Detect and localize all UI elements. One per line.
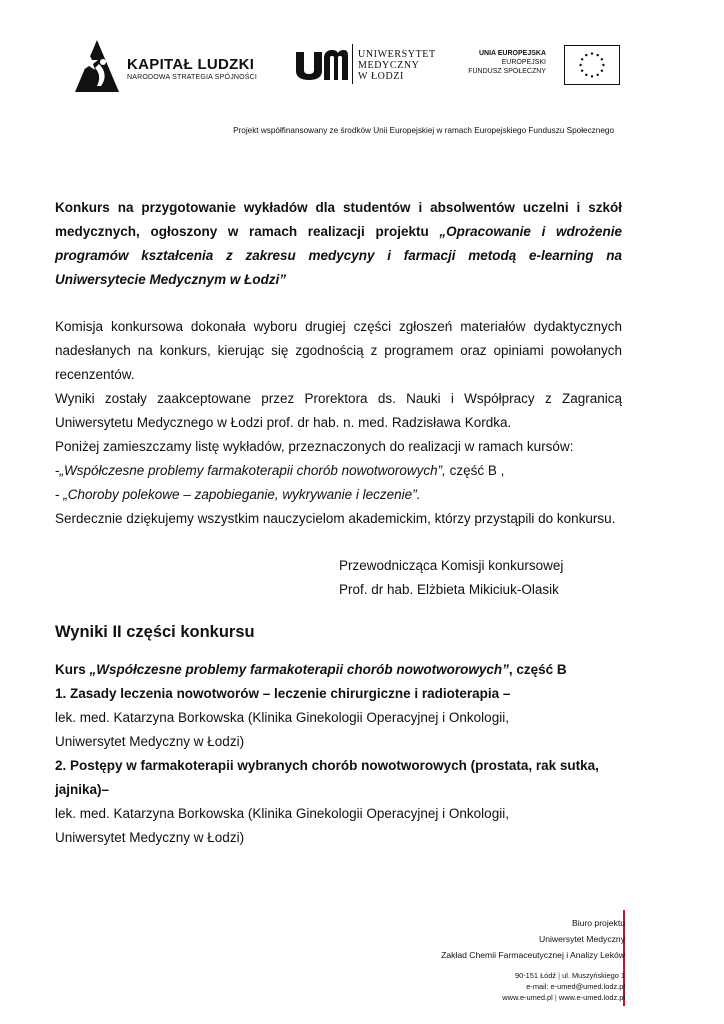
university-logo-line2: MEDYCZNY bbox=[358, 60, 420, 71]
eu-flag-icon bbox=[564, 45, 620, 85]
announcement-project-title: „Opracowanie i wdrożenie programów kształcenia z zakresu medycyny i farmacji metodą e-learning na Uniwersytecie Medycznym w Łodzi” bbox=[55, 224, 623, 287]
result-item-2-affiliation: Uniwersytet Medyczny w Łodzi) bbox=[55, 830, 245, 845]
footer-email: e-mail: e-umed@umed.lodz.pl bbox=[526, 982, 625, 991]
eu-logo-text bbox=[468, 49, 546, 76]
result-item-2-title: 2. Postępy w farmakoterapii wybranych chorób nowotworowych (prostata, rak sutka, jajnika)– bbox=[55, 758, 599, 797]
footer-department: Zakład Chemii Farmaceutycznej i Analizy Leków bbox=[441, 950, 625, 960]
footer-postal-code: 90-151 Łódź bbox=[515, 971, 557, 980]
signature-name: Prof. dr hab. Elżbieta Mikiciuk-Olasik bbox=[339, 582, 559, 597]
footer-address-block bbox=[441, 915, 625, 1003]
footer-office: Biuro projektu bbox=[571, 918, 625, 928]
course-list-title-2: „Choroby polekowe – zapobieganie, wykrywanie i leczenie”. bbox=[63, 487, 421, 502]
course-list-suffix-1: część B , bbox=[445, 463, 505, 478]
footer-street: ul. Muszyńskiego 1 bbox=[562, 971, 625, 980]
eu-logo bbox=[460, 45, 620, 87]
result-item-1-title: 1. Zasady leczenia nowotworów – leczenie chirurgiczne i radioterapia – bbox=[55, 686, 511, 701]
course-list-dash: - bbox=[55, 463, 60, 478]
footer-websites bbox=[441, 992, 625, 1003]
eu-logo-line1: UNIA EUROPEJSKA bbox=[478, 50, 546, 57]
kapital-ludzki-logo bbox=[75, 40, 265, 92]
university-logo-line1: UNIWERSYTET bbox=[358, 49, 436, 60]
course-list-dash: - bbox=[55, 487, 64, 502]
announcement-paragraph-3: Poniżej zamieszczamy listę wykładów, przeznaczonych do realizacji w ramach kursów: bbox=[55, 439, 574, 454]
announcement-paragraph-1: Komisja konkursowa dokonała wyboru drugiej części zgłoszeń materiałów dydaktycznych nadesłanych na konkurs, kierując się zgodnością z programem oraz opiniami powołanych recenzentów. bbox=[55, 319, 622, 382]
kapital-ludzki-figure-icon bbox=[75, 40, 119, 92]
university-logo bbox=[296, 44, 446, 88]
result-item-1-author: lek. med. Katarzyna Borkowska (Klinika Ginekologii Operacyjnej i Onkologii, bbox=[55, 710, 509, 725]
footer-separator: | bbox=[554, 993, 557, 1002]
announcement-heading bbox=[55, 196, 622, 292]
course-list-title-1: „Współczesne problemy farmakoterapii chorób nowotworowych”, bbox=[59, 463, 446, 478]
footer-university: Uniwersytet Medyczny bbox=[539, 934, 625, 944]
footer-separator: | bbox=[558, 971, 561, 980]
announcement-heading-text: Konkurs na przygotowanie wykładów dla studentów i absolwentów uczelni i szkół medycznych, ogłoszony w ramach realizacji projektu bbox=[55, 200, 622, 239]
cofinance-note: Projekt współfinansowany ze środków Unii Europejskiej w ramach Europejskiego Funduszu Społecznego bbox=[233, 126, 614, 135]
eu-logo-line3: FUNDUSZ SPOŁECZNY bbox=[468, 68, 546, 75]
course-list-item-1 bbox=[55, 459, 622, 483]
result-item-2-author: lek. med. Katarzyna Borkowska (Klinika Ginekologii Operacyjnej i Onkologii, bbox=[55, 806, 509, 821]
result-item-1-affiliation: Uniwersytet Medyczny w Łodzi) bbox=[55, 734, 245, 749]
results-course-prefix: Kurs bbox=[55, 662, 90, 677]
course-list-item-2 bbox=[55, 483, 622, 507]
document-body bbox=[55, 196, 622, 850]
kapital-ludzki-subtitle: NARODOWA STRATEGIA SPÓJNOŚCI bbox=[127, 74, 258, 81]
kapital-ludzki-title: KAPITAŁ LUDZKI bbox=[127, 56, 255, 73]
signature-role: Przewodnicząca Komisji konkursowej bbox=[339, 558, 564, 573]
results-course-suffix: , część B bbox=[508, 662, 567, 677]
university-logo-divider bbox=[352, 44, 353, 84]
results-course-heading bbox=[55, 658, 622, 682]
footer-website-2: www.e-umed.lodz.pl bbox=[558, 993, 625, 1002]
eu-logo-line2: EUROPEJSKI bbox=[501, 59, 546, 66]
announcement-paragraph-2: Wyniki zostały zaakceptowane przez Prorektora ds. Nauki i Współpracy z Zagranicą Uniwersytetu Medycznego w Łodzi prof. dr hab. n. med. Radzisława Kordka. bbox=[55, 391, 622, 430]
university-logo-line3: W ŁODZI bbox=[358, 71, 404, 82]
footer-website-1: www.e-umed.pl bbox=[502, 993, 553, 1002]
university-logo-text bbox=[358, 49, 436, 82]
results-title: Wyniki II części konkursu bbox=[55, 623, 255, 641]
thanks-paragraph: Serdecznie dziękujemy wszystkim nauczycielom akademickim, którzy przystąpili do konkursu. bbox=[55, 511, 616, 526]
um-monogram-icon bbox=[296, 48, 348, 80]
footer-postal-address bbox=[441, 970, 625, 981]
results-course-title: „Współczesne problemy farmakoterapii chorób nowotworowych” bbox=[89, 662, 509, 677]
